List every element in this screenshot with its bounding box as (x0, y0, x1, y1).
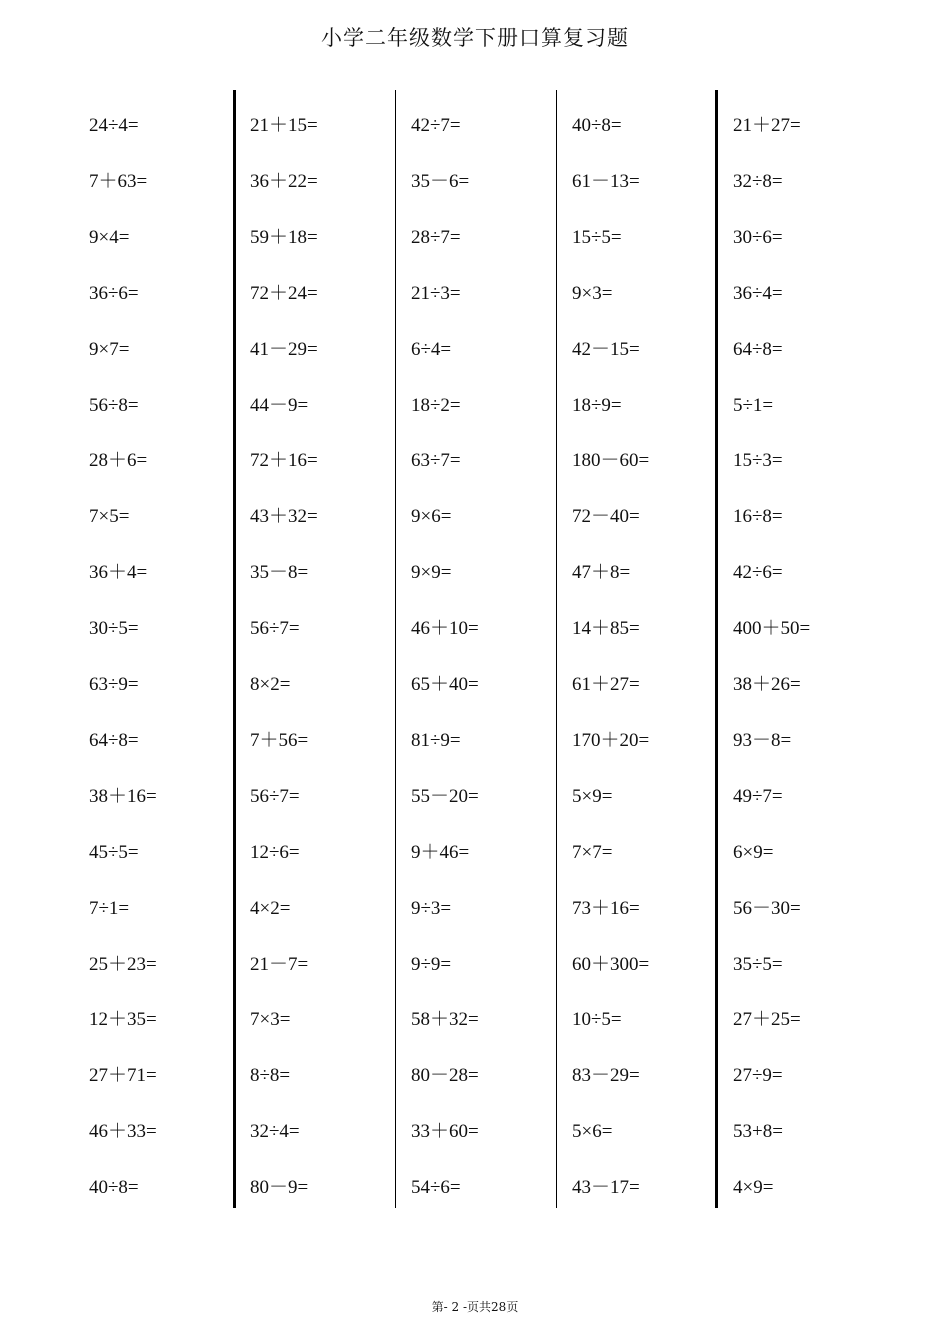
problem-cell: 8×2= (250, 674, 291, 695)
problem-cell: 4×9= (733, 1177, 774, 1199)
problem-cell: 56÷7= (250, 618, 300, 640)
problem-cell: 4×2= (250, 897, 291, 919)
problem-cell: 63÷7= (411, 450, 461, 472)
problem-cell: 15÷3= (733, 450, 783, 472)
problem-cell: 36÷6= (89, 282, 139, 304)
problem-cell: 32÷4= (250, 1121, 300, 1143)
column-divider-2 (395, 90, 396, 1208)
problem-cell: 170＋20= (572, 729, 650, 751)
problem-cell: 63÷9= (89, 674, 139, 695)
problem-cell: 18÷9= (572, 394, 622, 416)
problem-cell: 27＋25= (733, 1009, 801, 1031)
problem-cell: 65＋40= (411, 674, 479, 695)
problem-cell: 28÷7= (411, 226, 461, 248)
problem-cell: 5÷1= (733, 394, 774, 416)
problem-cell: 7×3= (250, 1009, 291, 1031)
problem-cell: 43＋32= (250, 506, 318, 528)
problem-cell: 9×7= (89, 338, 130, 360)
problem-cell: 80－9= (250, 1177, 309, 1199)
problem-column-2 (234, 90, 395, 1208)
problem-cell: 28＋6= (89, 450, 148, 472)
problem-cell: 58＋32= (411, 1009, 479, 1031)
problem-cell: 7×5= (89, 506, 130, 528)
problem-cell: 56÷8= (89, 394, 139, 416)
problem-cell: 8÷8= (250, 1065, 291, 1087)
problem-cell: 35÷5= (733, 953, 783, 975)
problem-cell: 6÷4= (411, 338, 452, 360)
problem-cell: 56÷7= (250, 785, 300, 807)
page-footer: 第- 2 -页共28页 (431, 1300, 519, 1314)
problem-cell: 35－8= (250, 562, 309, 584)
problem-cell: 49÷7= (733, 785, 783, 807)
problem-column-5 (717, 90, 878, 1208)
problem-cell: 40÷8= (89, 1177, 139, 1199)
problem-cell: 61＋27= (572, 674, 640, 695)
problem-cell: 9÷3= (411, 897, 452, 919)
problem-cell: 83－29= (572, 1065, 640, 1087)
problem-column-1 (73, 90, 234, 1208)
problem-cell: 9×6= (411, 506, 452, 528)
problem-cell: 54÷6= (411, 1177, 461, 1199)
problem-cell: 55－20= (411, 785, 479, 807)
problem-cell: 40÷8= (572, 115, 622, 136)
problem-cell: 81÷9= (411, 729, 461, 751)
problem-cell: 7＋56= (250, 729, 309, 751)
problem-cell: 36＋4= (89, 562, 148, 584)
problem-cell: 30÷5= (89, 618, 139, 640)
problem-cell: 32÷8= (733, 170, 783, 192)
problem-cell: 25＋23= (89, 953, 157, 975)
problem-cell: 72＋16= (250, 450, 318, 472)
problem-cell: 21－7= (250, 953, 309, 975)
problem-cell: 42÷6= (733, 562, 783, 584)
problem-cell: 64÷8= (89, 729, 139, 751)
problem-cell: 61－13= (572, 170, 640, 192)
problem-cell: 36÷4= (733, 282, 783, 304)
problem-cell: 60＋300= (572, 953, 650, 975)
problem-cell: 16÷8= (733, 506, 783, 528)
problem-cell: 27÷9= (733, 1065, 783, 1087)
problem-cell: 10÷5= (572, 1009, 622, 1031)
problem-cell: 9÷9= (411, 953, 452, 975)
problem-cell: 7×7= (572, 841, 613, 863)
problem-cell: 72＋24= (250, 282, 318, 304)
problem-cell: 9×4= (89, 226, 130, 248)
column-divider-4 (715, 90, 718, 1208)
page-title: 小学二年级数学下册口算复习题 (321, 26, 629, 50)
problem-cell: 72－40= (572, 506, 640, 528)
problem-column-3 (395, 90, 556, 1208)
problem-cell: 400＋50= (733, 618, 811, 640)
problem-cell: 9×3= (572, 282, 613, 304)
problem-cell: 21＋27= (733, 115, 801, 136)
problem-cell: 80－28= (411, 1065, 479, 1087)
problem-cell: 6×9= (733, 841, 774, 863)
problem-cell: 7＋63= (89, 170, 148, 192)
problem-cell: 59＋18= (250, 226, 318, 248)
problem-column-4 (556, 90, 717, 1208)
problem-cell: 41－29= (250, 338, 318, 360)
problem-cell: 7÷1= (89, 897, 130, 919)
problem-cell: 46＋33= (89, 1121, 157, 1143)
problem-cell: 44－9= (250, 394, 309, 416)
problem-cell: 73＋16= (572, 897, 640, 919)
problem-cell: 64÷8= (733, 338, 783, 360)
problem-cell: 24÷4= (89, 115, 139, 136)
problem-cell: 56－30= (733, 897, 801, 919)
problem-cell: 33＋60= (411, 1121, 479, 1143)
problem-cell: 5×6= (572, 1121, 613, 1143)
problem-cell: 21＋15= (250, 115, 318, 136)
problem-cell: 5×9= (572, 785, 613, 807)
problem-cell: 36＋22= (250, 170, 318, 192)
problem-cell: 53+8= (733, 1121, 783, 1143)
problem-cell: 46＋10= (411, 618, 479, 640)
problem-cell: 30÷6= (733, 226, 783, 248)
problem-cell: 42÷7= (411, 115, 461, 136)
problem-cell: 93－8= (733, 729, 792, 751)
column-divider-3 (556, 90, 557, 1208)
problem-cell: 38＋16= (89, 785, 157, 807)
problem-cell: 45÷5= (89, 841, 139, 863)
problem-cell: 14＋85= (572, 618, 640, 640)
problem-grid (73, 90, 878, 1208)
problem-cell: 35－6= (411, 170, 470, 192)
problem-cell: 9＋46= (411, 841, 470, 863)
problem-cell: 27＋71= (89, 1065, 157, 1087)
problem-cell: 43－17= (572, 1177, 640, 1199)
column-divider-1 (233, 90, 236, 1208)
problem-cell: 9×9= (411, 562, 452, 584)
problem-cell: 18÷2= (411, 394, 461, 416)
problem-cell: 15÷5= (572, 226, 622, 248)
problem-cell: 21÷3= (411, 282, 461, 304)
problem-cell: 38＋26= (733, 674, 801, 695)
problem-cell: 12÷6= (250, 841, 300, 863)
problem-cell: 42－15= (572, 338, 640, 360)
problem-cell: 47＋8= (572, 562, 631, 584)
problem-cell: 12＋35= (89, 1009, 157, 1031)
problem-cell: 180－60= (572, 450, 650, 472)
